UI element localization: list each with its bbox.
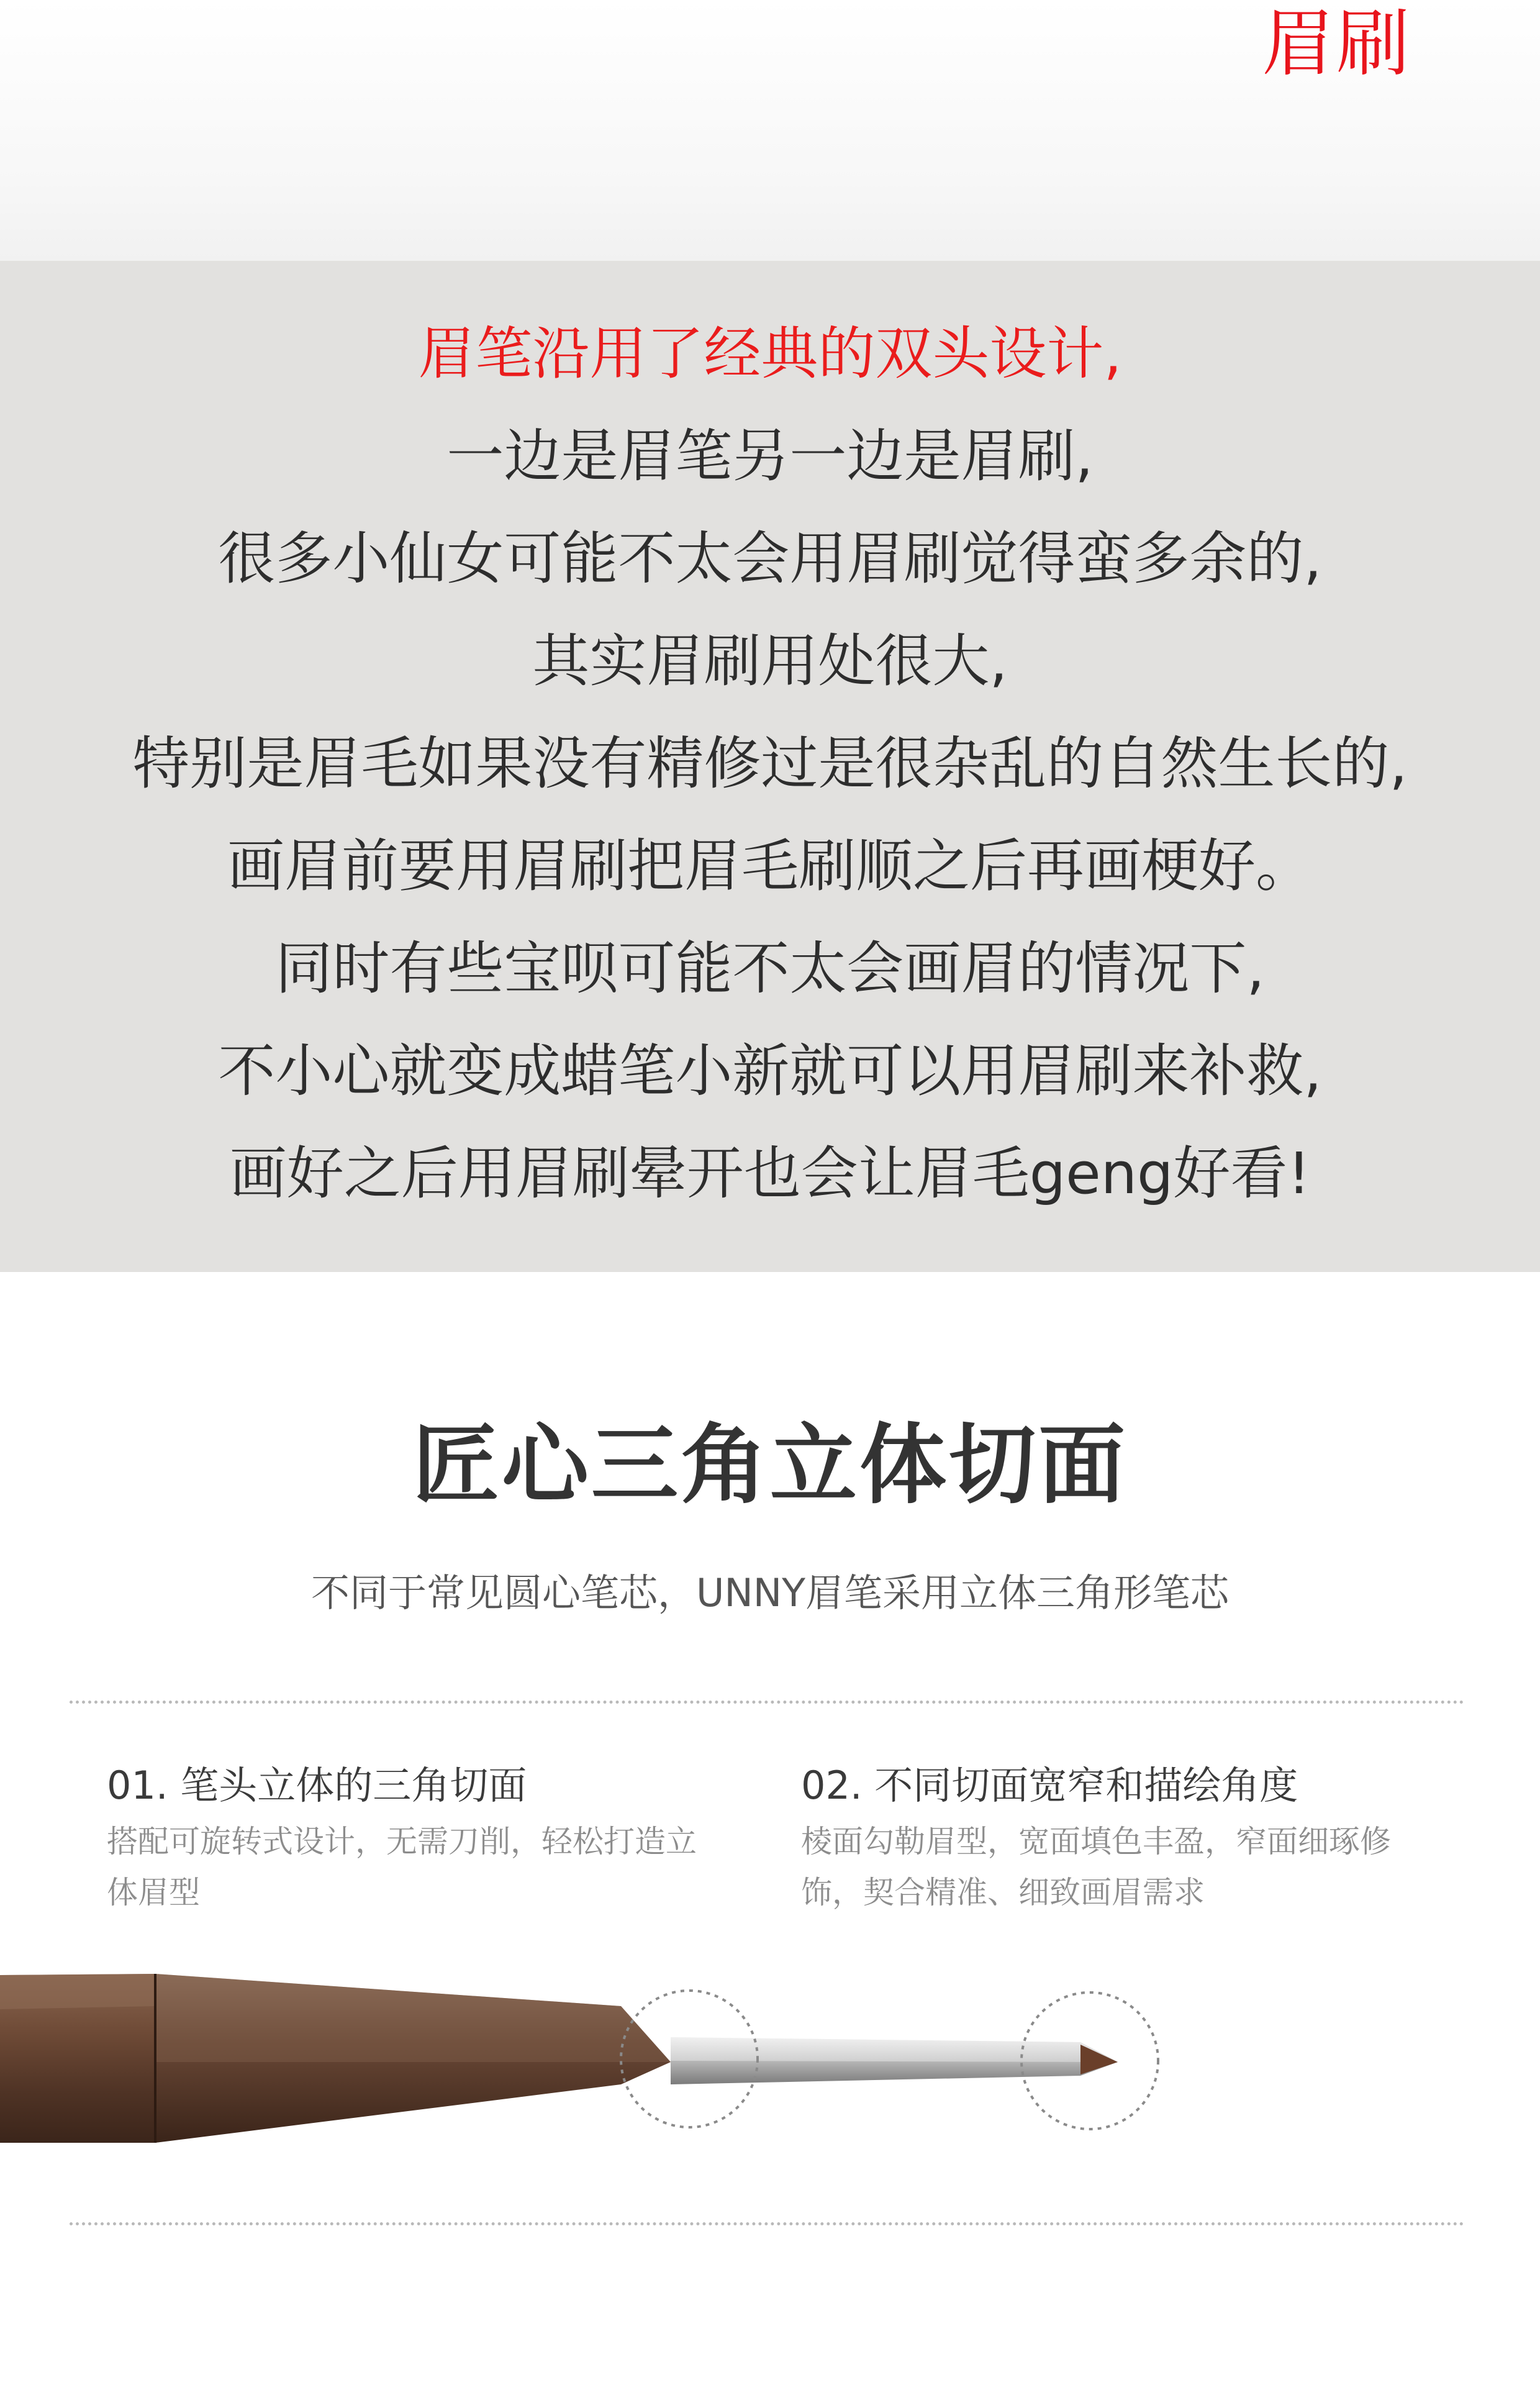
feature-item-desc: 棱面勾勒眉型，宽面填色丰盈，窄面细琢修饰，契合精准、细致画眉需求 [801, 1824, 1391, 1910]
divider-bottom [70, 2222, 1464, 2225]
intro-line-1: 眉笔沿用了经典的双头设计, [418, 320, 1122, 387]
brow-brush-label: 眉刷 [1261, 1, 1411, 86]
intro-line-3: 很多小仙女可能不太会用眉刷觉得蛮多余的, [218, 525, 1322, 592]
feature-headline: 匠心三角立体切面 [412, 1415, 1128, 1516]
top-banner [0, 0, 1540, 261]
intro-line-7: 同时有些宝呗可能不太会画眉的情况下, [275, 935, 1265, 1002]
eyebrow-pencil-illustration [0, 1938, 1540, 2161]
feature-item-desc: 搭配可旋转式设计，无需刀削，轻松打造立体眉型 [107, 1824, 697, 1910]
feature-item-title: 01. 笔头立体的三角切面 [107, 1763, 527, 1808]
intro-line-2: 一边是眉笔另一边是眉刷, [446, 423, 1094, 489]
feature-item-2 [801, 1758, 1422, 1918]
feature-subtitle: 不同于常见圆心笔芯，UNNY眉笔采用立体三角形笔芯 [310, 1570, 1229, 1615]
intro-line-9: 画好之后用眉刷晕开也会让眉毛geng好看! [229, 1140, 1311, 1207]
intro-line-4: 其实眉刷用处很大, [532, 628, 1008, 694]
divider-top [70, 1701, 1464, 1704]
feature-item-title: 02. 不同切面宽窄和描绘角度 [801, 1763, 1298, 1808]
intro-line-8: 不小心就变成蜡笔小新就可以用眉刷来补救, [218, 1038, 1322, 1104]
intro-line-5: 特别是眉毛如果没有精修过是很杂乱的自然生长的, [132, 730, 1408, 797]
intro-panel [0, 261, 1540, 1272]
feature-item-1 [107, 1758, 728, 1918]
intro-line-6: 画眉前要用眉刷把眉毛刷顺之后再画梗好。 [227, 833, 1313, 899]
